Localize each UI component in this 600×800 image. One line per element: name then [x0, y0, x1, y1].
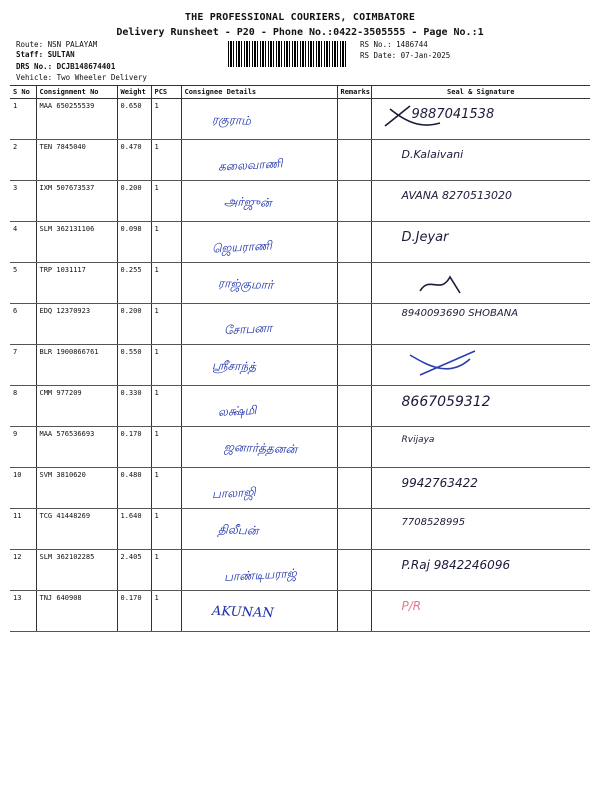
col-header-pcs: PCS	[151, 86, 181, 99]
row-consignment-cell: SVM 3810620	[36, 468, 117, 509]
row-weight-cell: 0.200	[117, 304, 151, 345]
row-weight-cell: 2.405	[117, 550, 151, 591]
row-consignment-cell: EDQ 12370923	[36, 304, 117, 345]
row-pcs-cell: 1	[151, 509, 181, 550]
row-weight-cell: 0.330	[117, 386, 151, 427]
row-consignee-cell	[181, 386, 337, 427]
row-remarks-cell	[337, 468, 371, 509]
row-remarks-cell	[337, 304, 371, 345]
table-row	[10, 263, 590, 304]
row-remarks-cell	[337, 427, 371, 468]
consignee-handwriting: லக்ஷ்மி	[217, 403, 257, 419]
signature-handwriting: 7708528995	[401, 517, 466, 528]
row-weight-cell: 0.650	[117, 99, 151, 140]
table-row	[10, 550, 590, 591]
row-sno-cell: 1	[10, 99, 36, 140]
row-remarks-cell	[337, 509, 371, 550]
signature-handwriting: 9887041538	[411, 107, 495, 122]
row-signature-cell	[371, 468, 590, 509]
row-signature-cell	[371, 427, 590, 468]
vehicle-label: Vehicle: Two Wheeler Delivery	[16, 73, 147, 82]
row-pcs-cell: 1	[151, 222, 181, 263]
row-consignee-cell	[181, 427, 337, 468]
company-title: THE PROFESSIONAL COURIERS, COIMBATORE	[184, 12, 416, 23]
col-header-signature: Seal & Signature	[371, 86, 590, 99]
row-weight-cell: 0.170	[117, 591, 151, 632]
col-header-weight: Weight	[117, 86, 151, 99]
consignee-handwriting: கலைவாணி	[217, 156, 283, 174]
table-row	[10, 181, 590, 222]
row-sno-cell: 8	[10, 386, 36, 427]
col-header-sno: S No	[10, 86, 36, 99]
consignee-handwriting: பாண்டியராஜ்	[223, 566, 297, 584]
row-signature-cell	[371, 263, 590, 304]
row-sno-cell: 10	[10, 468, 36, 509]
row-signature-cell	[371, 591, 590, 632]
table-row	[10, 304, 590, 345]
col-header-consignee: Consignee Details	[181, 86, 337, 99]
row-pcs-cell: 1	[151, 181, 181, 222]
signature-scribble	[380, 265, 500, 299]
row-sno-cell: 3	[10, 181, 36, 222]
col-header-remarks: Remarks	[337, 86, 371, 99]
row-consignment-cell: SLM 362102285	[36, 550, 117, 591]
row-consignment-cell: TEN 7845040	[36, 140, 117, 181]
row-weight-cell: 0.170	[117, 427, 151, 468]
staff-label: Staff: SULTAN	[16, 50, 75, 59]
row-consignee-cell	[181, 345, 337, 386]
row-remarks-cell	[337, 181, 371, 222]
consignee-handwriting: சோபனா	[223, 320, 273, 338]
row-sno-cell: 13	[10, 591, 36, 632]
row-signature-cell	[371, 345, 590, 386]
row-consignee-cell	[181, 468, 337, 509]
signature-scribble	[380, 347, 500, 381]
table-row	[10, 468, 590, 509]
row-consignee-cell	[181, 140, 337, 181]
consignee-handwriting: திலீபன்	[217, 522, 259, 538]
row-sno-cell: 9	[10, 427, 36, 468]
consignee-handwriting: ஜெயராணி	[211, 238, 272, 256]
row-consignment-cell: SLM 362131106	[36, 222, 117, 263]
row-signature-cell	[371, 304, 590, 345]
row-consignee-cell	[181, 509, 337, 550]
table-row	[10, 427, 590, 468]
signature-handwriting: D.Kalaivani	[401, 148, 464, 161]
row-remarks-cell	[337, 386, 371, 427]
row-consignment-cell: TNJ 640908	[36, 591, 117, 632]
row-consignment-cell: IXM 507673537	[36, 181, 117, 222]
signature-handwriting: P/R	[401, 599, 422, 613]
drs-number: DRS No.: DCJB148674401	[16, 62, 116, 71]
row-sno-cell: 5	[10, 263, 36, 304]
row-consignee-cell	[181, 99, 337, 140]
consignee-handwriting: ஜனார்த்தனன்	[223, 439, 297, 457]
row-pcs-cell: 1	[151, 427, 181, 468]
consignee-handwriting: AKUNAN	[211, 603, 274, 622]
consignee-handwriting: ஸ்ரீசாந்த்	[211, 358, 256, 374]
row-signature-cell	[371, 140, 590, 181]
signature-handwriting: 8940093690 SHOBANA	[401, 308, 519, 319]
row-consignee-cell	[181, 550, 337, 591]
signature-handwriting: D.Jeyar	[401, 230, 449, 245]
row-remarks-cell	[337, 550, 371, 591]
row-weight-cell: 0.200	[117, 181, 151, 222]
row-remarks-cell	[337, 591, 371, 632]
row-consignee-cell	[181, 263, 337, 304]
runsheet-subtitle: Delivery Runsheet - P20 - Phone No.:0422-3505555 - Page No.:1	[116, 27, 484, 38]
row-consignment-cell: TCG 41448269	[36, 509, 117, 550]
signature-handwriting: P.Raj 9842246096	[401, 558, 511, 572]
row-remarks-cell	[337, 99, 371, 140]
row-pcs-cell: 1	[151, 386, 181, 427]
consignee-handwriting: அர்ஜுன்	[223, 194, 272, 210]
signature-scribble	[380, 101, 500, 135]
row-weight-cell: 0.255	[117, 263, 151, 304]
row-remarks-cell	[337, 222, 371, 263]
col-header-consignment: Consignment No	[36, 86, 117, 99]
route-label: Route: NSN PALAYAM	[16, 40, 98, 49]
row-pcs-cell: 1	[151, 468, 181, 509]
signature-handwriting: 9942763422	[401, 476, 478, 490]
row-sno-cell: 11	[10, 509, 36, 550]
row-weight-cell: 1.640	[117, 509, 151, 550]
row-signature-cell	[371, 99, 590, 140]
table-row	[10, 345, 590, 386]
signature-handwriting: AVANA 8270513020	[401, 189, 513, 202]
consignee-handwriting: ராஜ்குமார்	[217, 276, 274, 292]
row-consignment-cell: CMM 977209	[36, 386, 117, 427]
row-consignee-cell	[181, 591, 337, 632]
table-row	[10, 222, 590, 263]
row-sno-cell: 6	[10, 304, 36, 345]
row-signature-cell	[371, 509, 590, 550]
row-pcs-cell: 1	[151, 304, 181, 345]
row-signature-cell	[371, 181, 590, 222]
row-sno-cell: 7	[10, 345, 36, 386]
table-row	[10, 140, 590, 181]
runsheet-table	[10, 85, 590, 632]
signature-handwriting: Rvijaya	[401, 435, 435, 445]
table-row	[10, 386, 590, 427]
row-pcs-cell: 1	[151, 99, 181, 140]
row-consignee-cell	[181, 222, 337, 263]
row-weight-cell: 0.550	[117, 345, 151, 386]
signature-handwriting: 8667059312	[401, 394, 491, 410]
row-signature-cell	[371, 386, 590, 427]
table-row	[10, 99, 590, 140]
row-consignee-cell	[181, 304, 337, 345]
row-pcs-cell: 1	[151, 140, 181, 181]
row-signature-cell	[371, 222, 590, 263]
row-pcs-cell: 1	[151, 550, 181, 591]
row-consignment-cell: TRP 1031117	[36, 263, 117, 304]
consignee-handwriting: ரகுராம்	[211, 112, 251, 128]
row-pcs-cell: 1	[151, 345, 181, 386]
row-sno-cell: 4	[10, 222, 36, 263]
row-weight-cell: 0.098	[117, 222, 151, 263]
row-consignee-cell	[181, 181, 337, 222]
row-remarks-cell	[337, 345, 371, 386]
consignee-handwriting: பாலாஜி	[211, 484, 256, 502]
table-row	[10, 591, 590, 632]
row-sno-cell: 12	[10, 550, 36, 591]
row-weight-cell: 0.480	[117, 468, 151, 509]
barcode-image	[228, 41, 348, 67]
row-consignment-cell: MAA 576536693	[36, 427, 117, 468]
row-remarks-cell	[337, 140, 371, 181]
rs-date: RS Date: 07-Jan-2025	[360, 51, 451, 60]
row-signature-cell	[371, 550, 590, 591]
row-remarks-cell	[337, 263, 371, 304]
row-sno-cell: 2	[10, 140, 36, 181]
row-consignment-cell: BLR 1900866761	[36, 345, 117, 386]
row-pcs-cell: 1	[151, 591, 181, 632]
table-header-row	[10, 86, 590, 99]
rs-number: RS No.: 1486744	[360, 40, 428, 49]
row-consignment-cell: MAA 650255539	[36, 99, 117, 140]
row-pcs-cell: 1	[151, 263, 181, 304]
table-row	[10, 509, 590, 550]
row-weight-cell: 0.470	[117, 140, 151, 181]
